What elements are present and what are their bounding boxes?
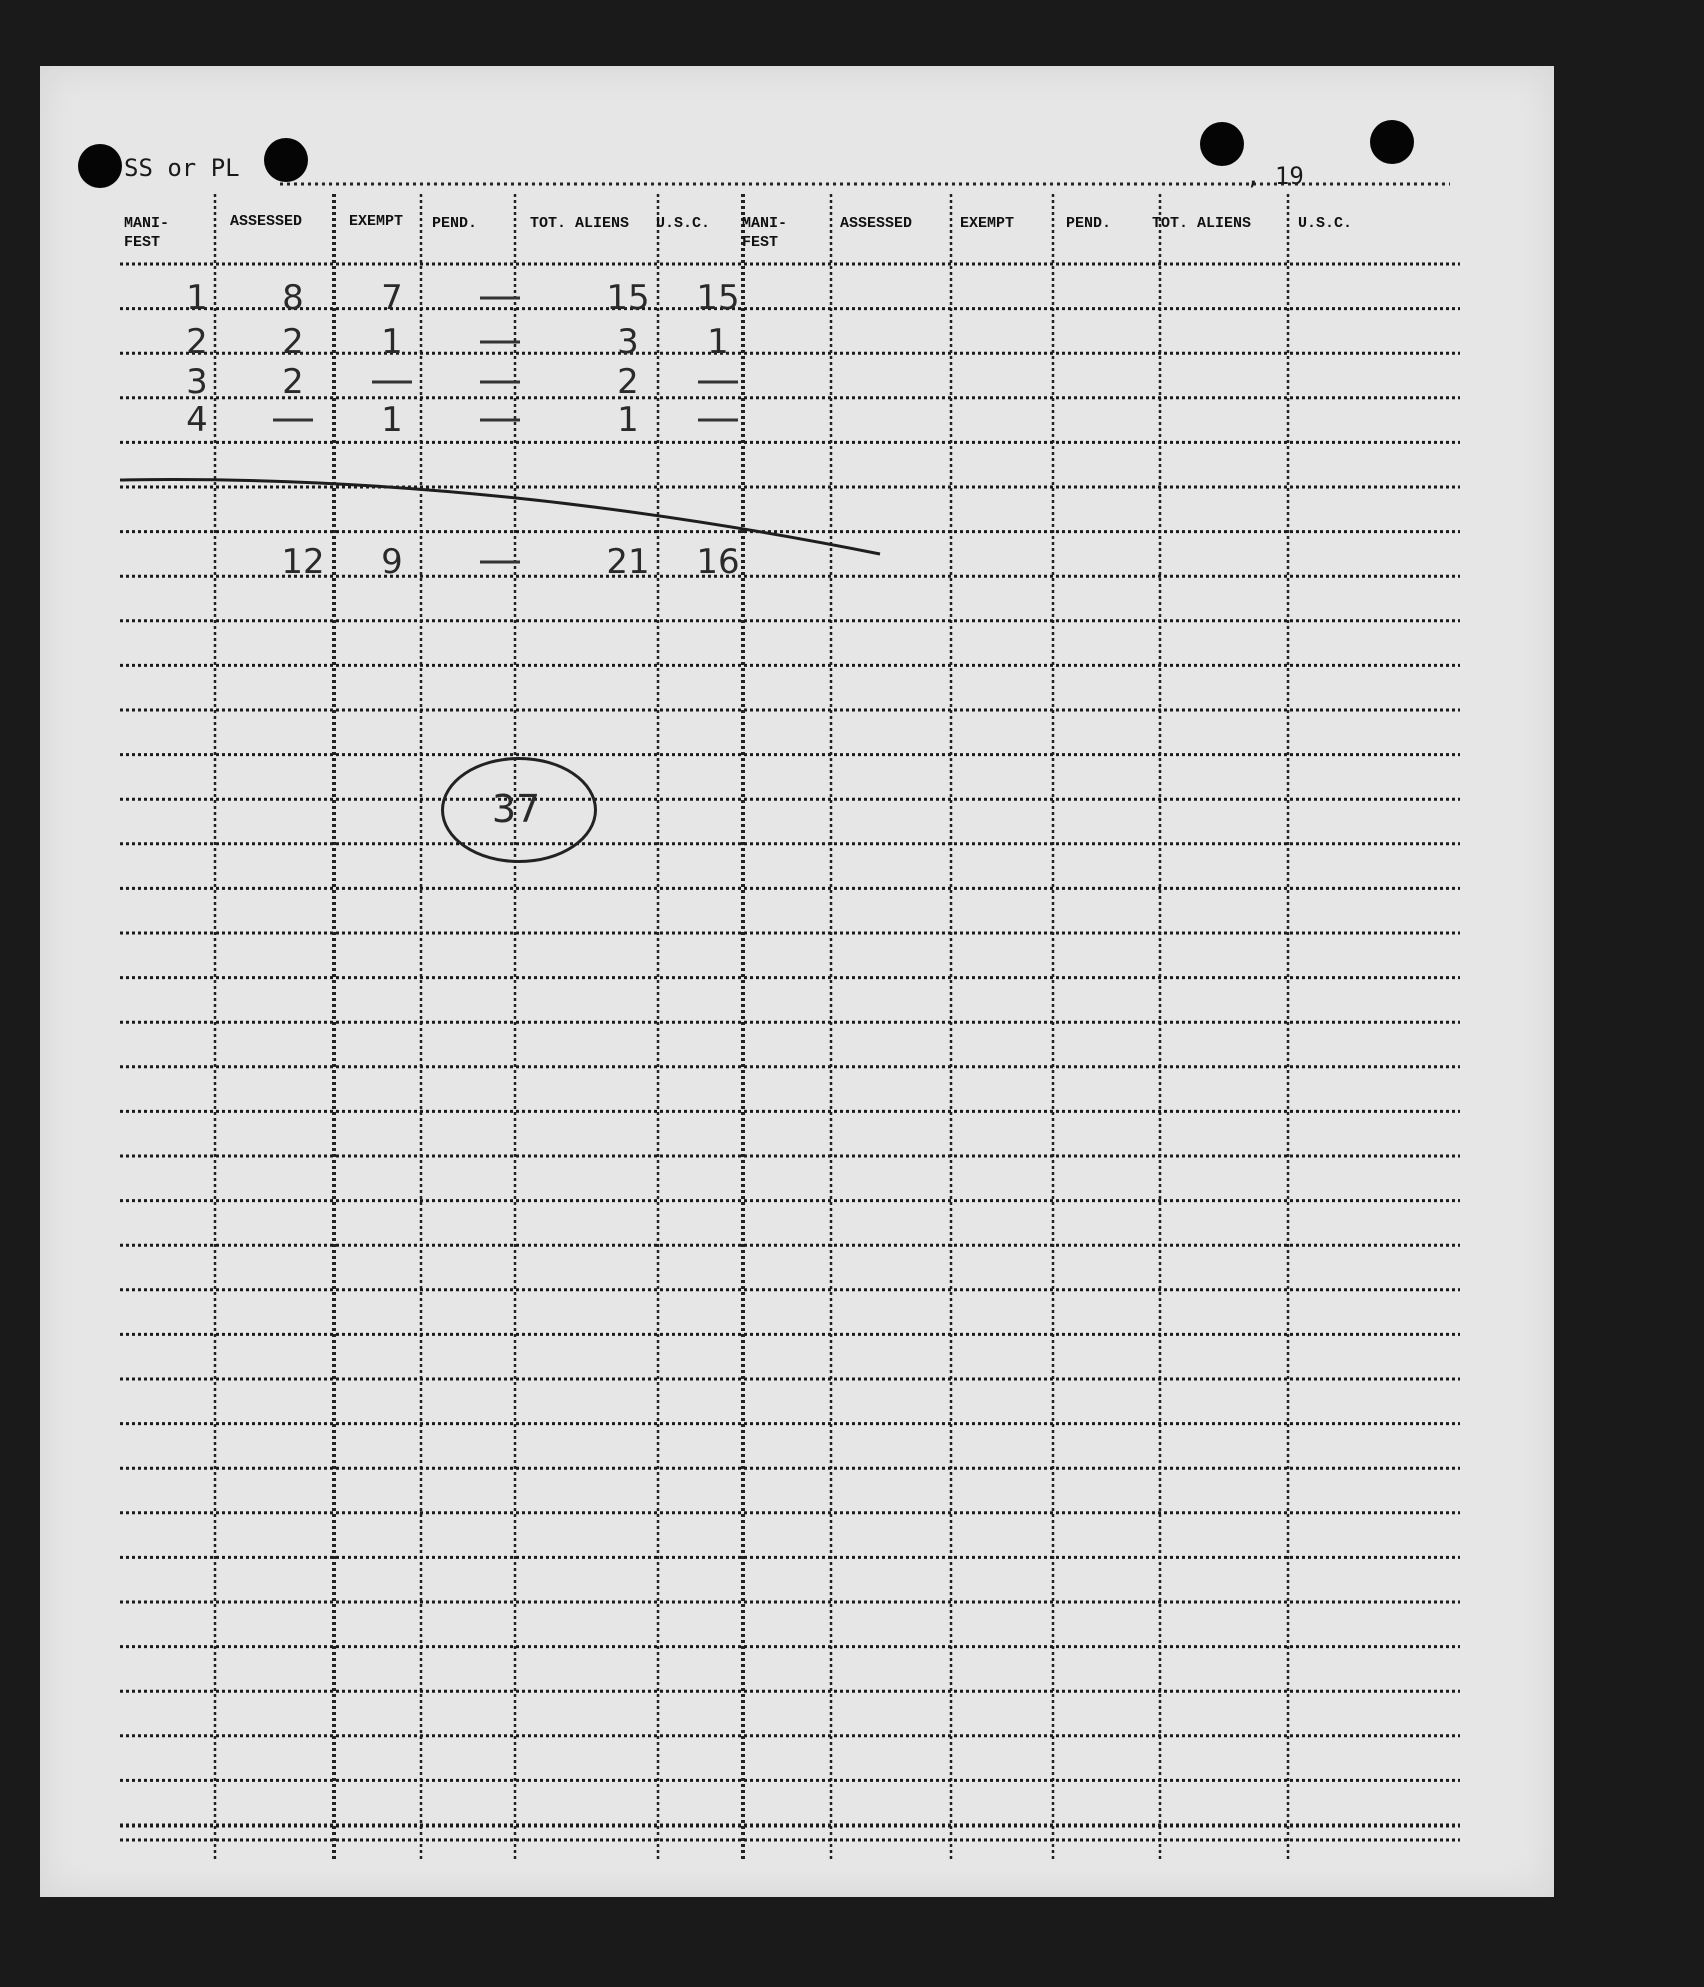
punch-hole-1 — [78, 144, 122, 188]
entry-exempt: 7 — [381, 278, 403, 318]
punch-hole-4 — [1370, 120, 1414, 164]
total-usc: 16 — [696, 542, 740, 582]
entry-manifest: 4 — [186, 400, 208, 440]
entry-manifest: 2 — [186, 322, 208, 362]
total-tot_aliens: 21 — [606, 542, 650, 582]
entry-tot_aliens: 3 — [617, 322, 639, 362]
total-pend-dash — [480, 561, 520, 564]
entry-assessed: 2 — [282, 322, 304, 362]
year-label: , 19 — [1246, 162, 1304, 190]
col-tot-aliens-right: TOT. ALIENS — [1152, 215, 1252, 232]
entry-exempt: 1 — [381, 322, 403, 362]
entry-exempt: 1 — [381, 400, 403, 440]
entry-usc-dash — [698, 381, 738, 384]
entry-pend-dash — [480, 297, 520, 300]
col-usc-left: U.S.C. — [656, 215, 711, 232]
entry-tot_aliens: 2 — [617, 362, 639, 402]
col-usc-right: U.S.C. — [1298, 215, 1353, 232]
total-assessed: 12 — [281, 542, 325, 582]
col-manifest-right: MANI- FEST — [742, 215, 788, 251]
entry-assessed: 8 — [282, 278, 304, 318]
total-exempt: 9 — [381, 542, 403, 582]
entry-tot_aliens: 1 — [617, 400, 639, 440]
punch-hole-3 — [1200, 122, 1244, 166]
col-assessed-left: ASSESSED — [230, 213, 303, 230]
entry-usc: 15 — [696, 278, 740, 318]
ruled-grid — [40, 66, 1554, 1897]
col-tot-aliens-left: TOT. ALIENS — [530, 215, 630, 232]
entry-manifest: 3 — [186, 362, 208, 402]
col-exempt-right: EXEMPT — [960, 215, 1015, 232]
entry-tot_aliens: 15 — [606, 278, 650, 318]
punch-hole-2 — [264, 138, 308, 182]
entry-pend-dash — [480, 381, 520, 384]
col-pend-left: PEND. — [432, 215, 478, 232]
circled-total: 37 — [491, 787, 541, 831]
form-sheet — [40, 66, 1554, 1897]
ss-or-pl-label: SS or PL — [124, 154, 240, 182]
entry-manifest: 1 — [186, 278, 208, 318]
col-manifest-left: MANI- FEST — [124, 215, 170, 251]
col-pend-right: PEND. — [1066, 215, 1112, 232]
sum-underline — [120, 480, 880, 554]
entry-exempt-dash — [372, 381, 412, 384]
entry-pend-dash — [480, 341, 520, 344]
entry-usc-dash — [698, 419, 738, 422]
col-assessed-right: ASSESSED — [840, 215, 913, 232]
entry-assessed: 2 — [282, 362, 304, 402]
entry-usc: 1 — [707, 322, 729, 362]
col-exempt-left: EXEMPT — [349, 213, 404, 230]
entry-assessed-dash — [273, 419, 313, 422]
entry-pend-dash — [480, 419, 520, 422]
